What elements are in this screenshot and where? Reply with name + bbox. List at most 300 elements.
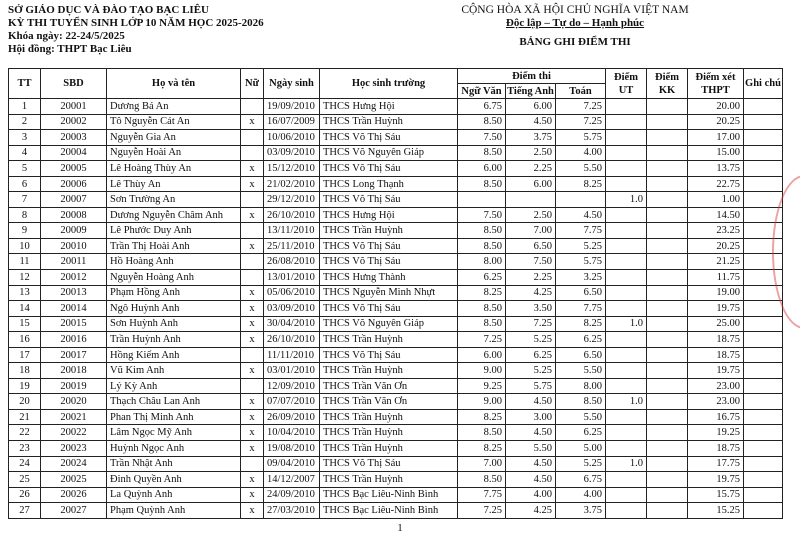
table-row [9,363,783,379]
cell-name: Phan Thị Minh Anh [107,409,241,425]
cell-math: 6.50 [556,347,606,363]
cell-tt: 1 [9,99,41,115]
cell-total: 13.75 [688,161,744,177]
cell-dob: 26/08/2010 [264,254,320,270]
table-row [9,99,783,115]
cell-tt: 9 [9,223,41,239]
table-row [9,425,783,441]
cell-female [241,192,264,208]
cell-note [744,409,783,425]
table-row [9,332,783,348]
cell-ut [606,472,647,488]
cell-math: 5.25 [556,238,606,254]
cell-tt: 12 [9,270,41,286]
cell-note [744,332,783,348]
cell-english: 6.00 [506,176,556,192]
score-table-body [9,99,783,519]
cell-total: 19.25 [688,425,744,441]
cell-sbd: 20008 [41,207,107,223]
exam-title: KỲ THI TUYỂN SINH LỚP 10 NĂM HỌC 2025-2026 [8,17,264,29]
cell-tt: 13 [9,285,41,301]
cell-total: 14.50 [688,207,744,223]
table-row [9,192,783,208]
col-school: Học sinh trường [320,69,458,99]
cell-female: x [241,301,264,317]
cell-dob: 10/06/2010 [264,130,320,146]
cell-kk [647,456,688,472]
table-row [9,145,783,161]
cell-school: THCS Nguyễn Minh Nhựt [320,285,458,301]
cell-note [744,503,783,519]
cell-english: 4.50 [506,472,556,488]
table-row [9,285,783,301]
cell-dob: 21/02/2010 [264,176,320,192]
cell-kk [647,285,688,301]
cell-sbd: 20017 [41,347,107,363]
cell-math: 7.25 [556,99,606,115]
col-literature: Ngữ Văn [458,84,506,99]
cell-dob: 29/12/2010 [264,192,320,208]
cell-math: 6.25 [556,425,606,441]
cell-ut [606,130,647,146]
cell-note [744,99,783,115]
cell-school: THCS Trần Huỳnh [320,472,458,488]
col-female: Nữ [241,69,264,99]
cell-english: 4.50 [506,425,556,441]
cell-tt: 10 [9,238,41,254]
cell-sbd: 20015 [41,316,107,332]
cell-school: THCS Bạc Liêu-Ninh Bình [320,503,458,519]
cell-dob: 27/03/2010 [264,503,320,519]
cell-note [744,456,783,472]
cell-math: 5.25 [556,456,606,472]
cell-note [744,363,783,379]
cell-total: 17.00 [688,130,744,146]
cell-kk [647,425,688,441]
cell-sbd: 20001 [41,99,107,115]
cell-dob: 16/07/2009 [264,114,320,130]
cell-english: 4.50 [506,456,556,472]
cell-name: Hồng Kiếm Anh [107,347,241,363]
cell-note [744,145,783,161]
cell-female: x [241,238,264,254]
cell-sbd: 20009 [41,223,107,239]
cell-total: 19.75 [688,472,744,488]
cell-tt: 8 [9,207,41,223]
cell-school: THCS Võ Thị Sáu [320,254,458,270]
cell-school: THCS Hưng Thành [320,270,458,286]
cell-english: 3.00 [506,409,556,425]
cell-math: 5.50 [556,363,606,379]
cell-kk [647,394,688,410]
cell-tt: 16 [9,332,41,348]
cell-school: THCS Trần Huỳnh [320,409,458,425]
col-tt: TT [9,69,41,99]
cell-literature: 8.50 [458,238,506,254]
cell-female: x [241,487,264,503]
cell-ut [606,363,647,379]
cell-tt: 17 [9,347,41,363]
cell-note [744,114,783,130]
cell-literature: 6.00 [458,347,506,363]
table-row [9,254,783,270]
table-row [9,409,783,425]
cell-school: THCS Võ Thị Sáu [320,161,458,177]
cell-ut: 1.0 [606,394,647,410]
cell-sbd: 20025 [41,472,107,488]
cell-ut [606,176,647,192]
cell-english: 5.25 [506,363,556,379]
cell-total: 16.75 [688,409,744,425]
cell-note [744,441,783,457]
col-ut: Điểm UT [606,69,647,99]
cell-name: Lê Hoàng Thùy An [107,161,241,177]
cell-female [241,99,264,115]
cell-total: 18.75 [688,441,744,457]
cell-tt: 19 [9,378,41,394]
cell-dob: 24/09/2010 [264,487,320,503]
cell-literature: 8.00 [458,254,506,270]
cell-total: 23.00 [688,394,744,410]
table-row [9,472,783,488]
cell-female: x [241,425,264,441]
cell-math: 6.25 [556,332,606,348]
cell-total: 20.25 [688,114,744,130]
table-row [9,394,783,410]
cell-ut [606,114,647,130]
cell-english: 3.50 [506,301,556,317]
cell-dob: 07/07/2010 [264,394,320,410]
cell-kk [647,316,688,332]
cell-literature: 8.25 [458,441,506,457]
cell-female [241,254,264,270]
cell-note [744,192,783,208]
cell-sbd: 20013 [41,285,107,301]
cell-literature: 8.50 [458,223,506,239]
table-row [9,176,783,192]
cell-english: 4.50 [506,394,556,410]
cell-sbd: 20007 [41,192,107,208]
cell-ut [606,207,647,223]
cell-tt: 5 [9,161,41,177]
cell-tt: 21 [9,409,41,425]
cell-dob: 03/01/2010 [264,363,320,379]
cell-female [241,347,264,363]
cell-sbd: 20023 [41,441,107,457]
cell-ut [606,145,647,161]
cell-literature: 8.25 [458,285,506,301]
cell-school: THCS Võ Thị Sáu [320,347,458,363]
cell-name: Ngô Huỳnh Anh [107,301,241,317]
cell-tt: 15 [9,316,41,332]
table-row [9,378,783,394]
cell-literature: 7.50 [458,207,506,223]
cell-literature: 8.50 [458,316,506,332]
cell-school: THCS Võ Thị Sáu [320,456,458,472]
exam-dates: Khóa ngày: 22-24/5/2025 [8,30,125,42]
exam-council: Hội đồng: THPT Bạc Liêu [8,43,132,55]
cell-dob: 03/09/2010 [264,145,320,161]
cell-tt: 20 [9,394,41,410]
cell-name: Đinh Quyền Anh [107,472,241,488]
cell-ut [606,99,647,115]
cell-female: x [241,176,264,192]
cell-ut [606,161,647,177]
cell-total: 23.00 [688,378,744,394]
col-dob: Ngày sinh [264,69,320,99]
cell-english: 6.50 [506,238,556,254]
cell-sbd: 20026 [41,487,107,503]
cell-school: THCS Võ Thị Sáu [320,130,458,146]
cell-ut [606,254,647,270]
cell-literature: 8.50 [458,425,506,441]
cell-kk [647,332,688,348]
cell-kk [647,114,688,130]
cell-note [744,347,783,363]
cell-dob: 26/09/2010 [264,409,320,425]
cell-literature: 8.25 [458,409,506,425]
cell-total: 15.25 [688,503,744,519]
cell-math [556,192,606,208]
table-row [9,130,783,146]
cell-name: Dương Nguyễn Châm Anh [107,207,241,223]
cell-english: 4.50 [506,114,556,130]
cell-ut [606,223,647,239]
cell-literature: 8.50 [458,176,506,192]
cell-literature: 8.50 [458,301,506,317]
cell-sbd: 20021 [41,409,107,425]
cell-dob: 26/10/2010 [264,332,320,348]
cell-name: Vũ Kim Anh [107,363,241,379]
cell-math: 4.00 [556,487,606,503]
cell-english: 4.25 [506,503,556,519]
cell-kk [647,301,688,317]
cell-english: 2.25 [506,161,556,177]
cell-literature: 9.00 [458,394,506,410]
cell-note [744,161,783,177]
cell-name: Nguyễn Hoàng Anh [107,270,241,286]
cell-tt: 3 [9,130,41,146]
col-english: Tiếng Anh [507,85,554,97]
cell-note [744,301,783,317]
cell-total: 17.75 [688,456,744,472]
cell-ut [606,425,647,441]
cell-school: THCS Hưng Hội [320,207,458,223]
col-math: Toán [556,84,606,99]
cell-english: 2.50 [506,207,556,223]
cell-dob: 09/04/2010 [264,456,320,472]
cell-sbd: 20027 [41,503,107,519]
cell-kk [647,161,688,177]
cell-female: x [241,207,264,223]
cell-literature: 7.50 [458,130,506,146]
cell-math: 5.00 [556,441,606,457]
cell-english: 2.25 [506,270,556,286]
cell-math: 7.75 [556,301,606,317]
cell-kk [647,254,688,270]
table-row [9,441,783,457]
cell-dob: 30/04/2010 [264,316,320,332]
cell-english [506,192,556,208]
cell-english: 5.50 [506,441,556,457]
cell-kk [647,409,688,425]
cell-math: 4.00 [556,145,606,161]
cell-tt: 11 [9,254,41,270]
cell-sbd: 20010 [41,238,107,254]
cell-math: 8.50 [556,394,606,410]
cell-female: x [241,332,264,348]
cell-total: 23.25 [688,223,744,239]
cell-total: 22.75 [688,176,744,192]
cell-tt: 18 [9,363,41,379]
cell-english: 5.75 [506,378,556,394]
cell-ut [606,409,647,425]
cell-name: Trần Thị Hoài Anh [107,238,241,254]
cell-dob: 13/01/2010 [264,270,320,286]
cell-school: THCS Võ Thị Sáu [320,192,458,208]
cell-school: THCS Trần Huỳnh [320,114,458,130]
col-note: Ghi chú [744,69,783,99]
cell-school: THCS Trần Huỳnh [320,363,458,379]
cell-name: Lê Thùy An [107,176,241,192]
cell-name: Sơn Huỳnh Anh [107,316,241,332]
col-total: Điểm xét THPT [688,69,744,99]
cell-literature: 6.25 [458,270,506,286]
cell-note [744,425,783,441]
cell-tt: 14 [9,301,41,317]
cell-name: Thạch Châu Lan Anh [107,394,241,410]
cell-female: x [241,114,264,130]
cell-female: x [241,472,264,488]
cell-sbd: 20005 [41,161,107,177]
cell-english: 7.50 [506,254,556,270]
cell-dob: 05/06/2010 [264,285,320,301]
cell-name: Sơn Trường An [107,192,241,208]
cell-literature: 8.50 [458,145,506,161]
cell-english: 6.00 [506,99,556,115]
cell-dob: 10/04/2010 [264,425,320,441]
cell-ut [606,378,647,394]
cell-literature: 6.00 [458,161,506,177]
national-motto: Độc lập – Tự do – Hạnh phúc [505,17,645,29]
cell-female: x [241,409,264,425]
cell-kk [647,223,688,239]
table-row [9,316,783,332]
cell-sbd: 20012 [41,270,107,286]
cell-school: THCS Võ Thị Sáu [320,301,458,317]
col-scores-group: Điểm thi [458,69,606,84]
table-row [9,487,783,503]
cell-school: THCS Trần Huỳnh [320,223,458,239]
cell-math: 8.25 [556,316,606,332]
cell-literature: 9.00 [458,363,506,379]
cell-ut: 1.0 [606,316,647,332]
cell-note [744,130,783,146]
cell-total: 15.75 [688,487,744,503]
cell-female [241,378,264,394]
cell-note [744,394,783,410]
cell-math: 8.25 [556,176,606,192]
col-sbd: SBD [41,69,107,99]
cell-total: 19.75 [688,301,744,317]
cell-ut [606,238,647,254]
cell-dob: 15/12/2010 [264,161,320,177]
cell-name: Huỳnh Ngọc Anh [107,441,241,457]
cell-school: THCS Trần Văn Ơn [320,378,458,394]
cell-english: 4.25 [506,285,556,301]
cell-name: Phạm Hồng Anh [107,285,241,301]
cell-female: x [241,363,264,379]
cell-name: Hồ Hoàng Anh [107,254,241,270]
cell-sbd: 20004 [41,145,107,161]
score-table [8,68,783,519]
cell-female: x [241,441,264,457]
cell-total: 19.75 [688,363,744,379]
cell-total: 15.00 [688,145,744,161]
cell-sbd: 20018 [41,363,107,379]
table-row [9,114,783,130]
cell-name: Lê Phước Duy Anh [107,223,241,239]
table-row [9,347,783,363]
cell-name: Trần Nhật Anh [107,456,241,472]
table-row [9,161,783,177]
cell-tt: 24 [9,456,41,472]
cell-math: 7.25 [556,114,606,130]
cell-math: 6.50 [556,285,606,301]
cell-dob: 12/09/2010 [264,378,320,394]
cell-sbd: 20002 [41,114,107,130]
cell-literature: 7.00 [458,456,506,472]
cell-sbd: 20022 [41,425,107,441]
table-row [9,270,783,286]
cell-ut [606,332,647,348]
cell-dob: 26/10/2010 [264,207,320,223]
cell-literature: 7.25 [458,503,506,519]
cell-ut [606,441,647,457]
cell-school: THCS Trần Huỳnh [320,441,458,457]
cell-literature: 8.50 [458,114,506,130]
cell-ut [606,285,647,301]
cell-total: 19.00 [688,285,744,301]
cell-math: 5.75 [556,254,606,270]
cell-total: 1.00 [688,192,744,208]
cell-note [744,487,783,503]
cell-sbd: 20014 [41,301,107,317]
cell-kk [647,378,688,394]
department-name: SỞ GIÁO DỤC VÀ ĐÀO TẠO BẠC LIÊU [8,4,209,16]
cell-tt: 26 [9,487,41,503]
cell-female: x [241,161,264,177]
cell-kk [647,207,688,223]
cell-school: THCS Hưng Hội [320,99,458,115]
cell-math: 5.50 [556,409,606,425]
cell-math: 5.50 [556,161,606,177]
cell-tt: 4 [9,145,41,161]
cell-name: Lý Kỳ Anh [107,378,241,394]
cell-female [241,456,264,472]
cell-kk [647,472,688,488]
cell-school: THCS Bạc Liêu-Ninh Bình [320,487,458,503]
cell-name: Tô Nguyễn Cát An [107,114,241,130]
cell-math: 5.75 [556,130,606,146]
cell-english: 7.25 [506,316,556,332]
cell-math: 8.00 [556,378,606,394]
table-row [9,207,783,223]
cell-total: 21.25 [688,254,744,270]
cell-school: THCS Trần Văn Ơn [320,394,458,410]
header-left [8,4,264,56]
cell-english: 2.50 [506,145,556,161]
